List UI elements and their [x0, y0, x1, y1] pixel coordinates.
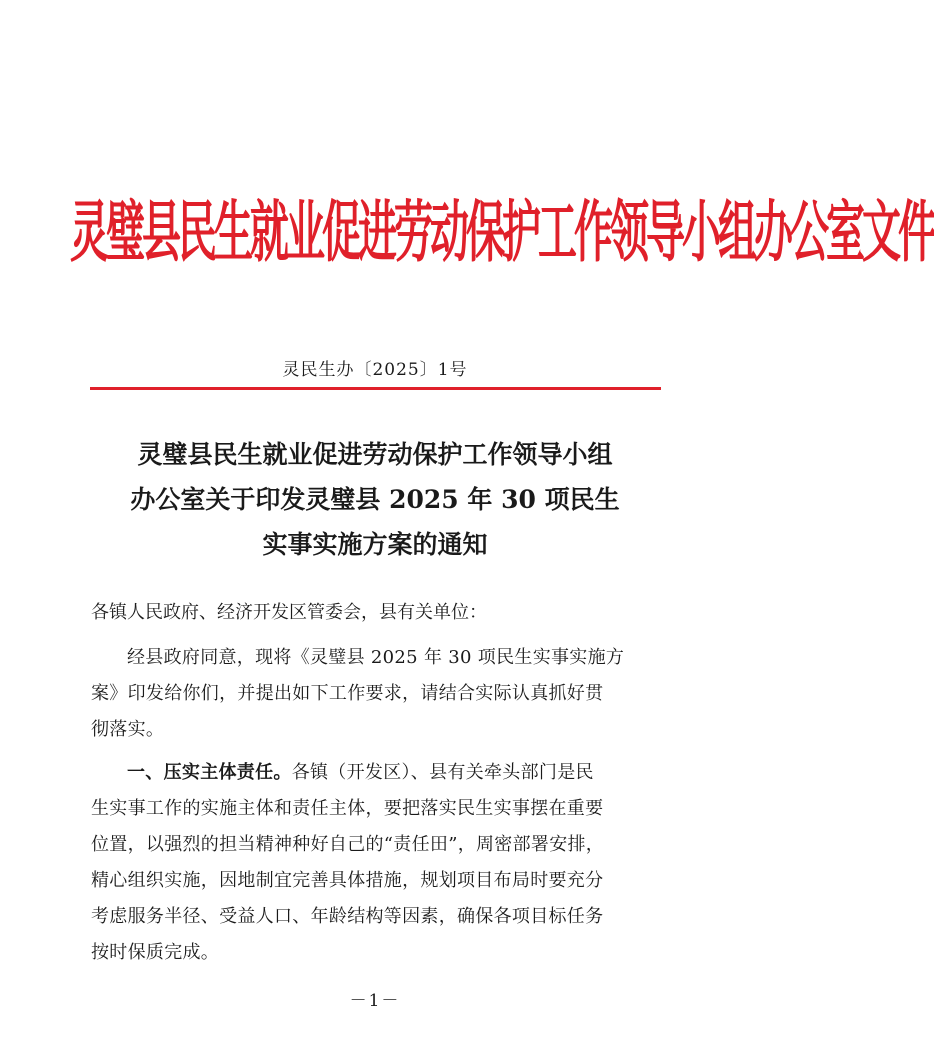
title-line-3: 实事实施方案的通知 — [262, 530, 488, 559]
masthead-title: 灵璧县民生就业促进劳动保护工作领导小组办公室文件 — [70, 193, 934, 273]
paragraph-section-one — [91, 755, 661, 971]
section-heading: 一、压实主体责任。 — [127, 762, 292, 783]
salutation: 各镇人民政府、经济开发区管委会，县有关单位： — [91, 602, 487, 623]
title-line-2: 办公室关于印发灵璧县 2025 年 30 项民生 — [130, 485, 620, 514]
document-number: 灵民生办〔2025〕1号 — [282, 360, 468, 380]
paragraph-line: 考虑服务半径、受益人口、年龄结构等因素，确保各项目标任务 — [91, 906, 604, 927]
paragraph-line: 生实事工作的实施主体和责任主体，要把落实民生实事摆在重要 — [91, 798, 604, 819]
paragraph-line: 经县政府同意，现将《灵璧县 2025 年 30 项民生实事实施方 — [127, 647, 625, 668]
paragraph-line: 彻落实。 — [91, 719, 165, 740]
paragraph-first-line-text: 各镇（开发区）、县有关牵头部门是民 — [291, 762, 594, 783]
paragraph-line: 位置，以强烈的担当精神种好自己的“责任田”，周密部署安排， — [91, 834, 605, 855]
notice-title — [95, 432, 655, 567]
page-number: －1－ — [349, 991, 401, 1011]
paragraph-line: 精心组织实施，因地制宜完善具体措施，规划项目布局时要充分 — [91, 870, 604, 891]
red-divider-line — [90, 387, 661, 390]
paragraph-first-line — [91, 755, 661, 791]
paragraph-line: 按时保质完成。 — [91, 942, 220, 963]
title-line-1: 灵璧县民生就业促进劳动保护工作领导小组 — [137, 440, 613, 469]
paragraph-line: 案》印发给你们，并提出如下工作要求，请结合实际认真抓好贯 — [91, 683, 604, 704]
paragraph-intro — [91, 640, 661, 748]
